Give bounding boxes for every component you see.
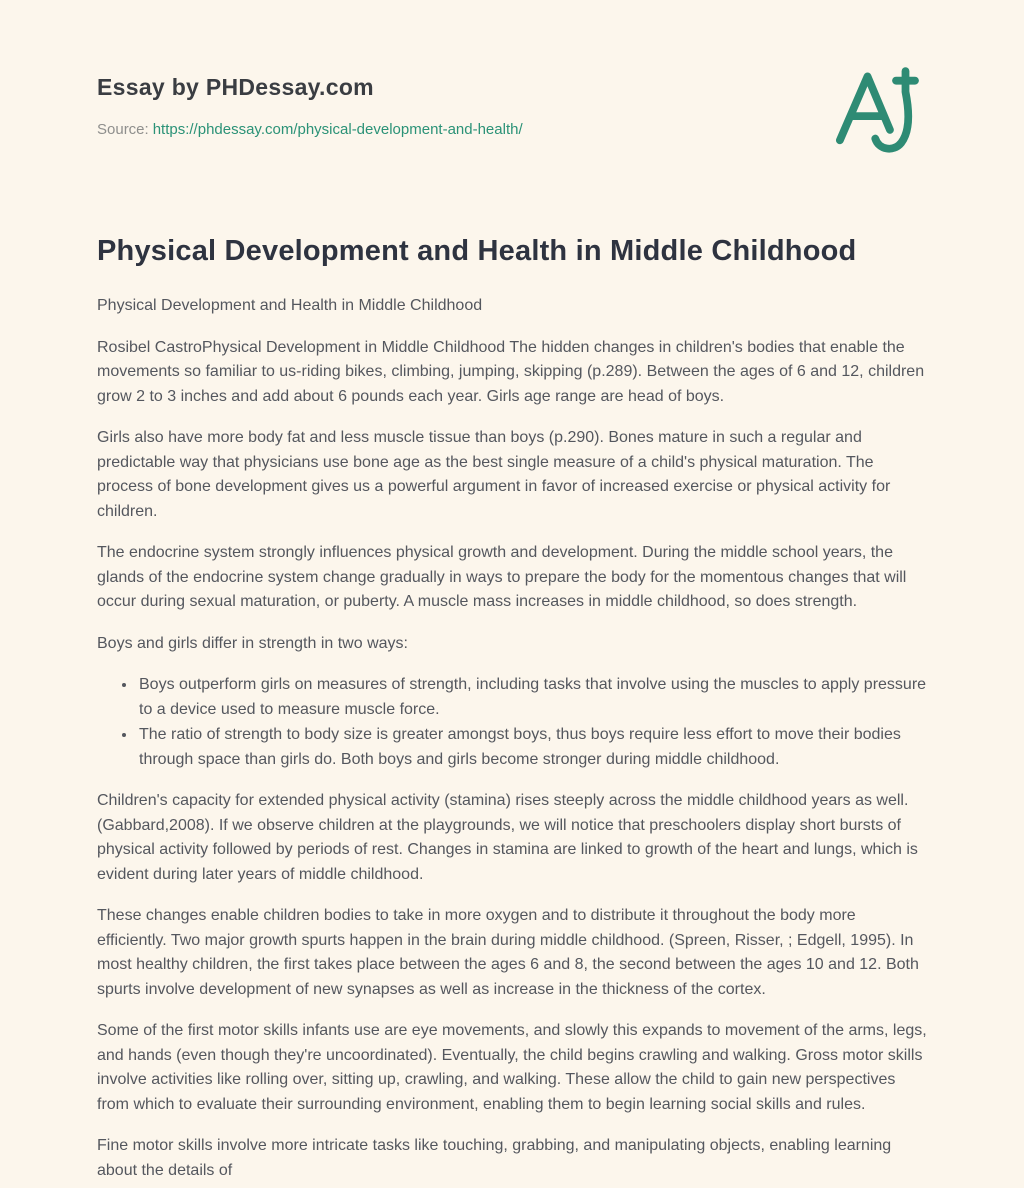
essay-paragraph-strength-lead: Boys and girls differ in strength in two ways: [97, 634, 408, 652]
essay-paragraph-endocrine: The endocrine system strongly influences physical growth and development. During the middle school years, the glands of the endocrine system change gradually in ways to prepare the body for the momentous changes that will occur during sexual maturation, or puberty. A muscle mass increases in middle childhood, so does strength. [97, 544, 907, 610]
essay-title: Physical Development and Health in Middle Childhood [97, 235, 857, 267]
page-header [97, 74, 927, 161]
header-left [97, 74, 523, 138]
list-item: • The ratio of strength to body size is greater amongst boys, thus boys require less effort to move their bodies through space than girls do. Both boys and girls become stronger during middle childhood. [137, 723, 927, 772]
essay-paragraph-gross-motor: Some of the first motor skills infants use are eye movements, and slowly this expands to movement of the arms, legs, and hands (even though they're uncoordinated). Eventually, the child begins crawling and walking. Gross motor skills involve activities like rolling over, sitting up, crawling, and walking. These allow the child to gain new perspectives from which to evaluate their surrounding environment, enabling them to begin learning social skills and rules. [97, 1022, 927, 1113]
phdessay-a-plus-logo-icon [827, 66, 927, 161]
essay-paragraph-growth-spurts: These changes enable children bodies to take in more oxygen and to distribute it throughout the body more efficiently. Two major growth spurts happen in the brain during middle childhood. (Spreen, Risser, ; Edgell, 1995). In most healthy children, the first takes place between the ages 6 and 8, the second between the ages 10 and 12. Both spurts involve development of new synapses as well as increase in the thickness of the cortex. [97, 907, 919, 998]
source-url-link[interactable]: https://phdessay.com/physical-development-and-health/ [152, 121, 523, 138]
essay-paragraph-intro: Rosibel CastroPhysical Development in Middle Childhood The hidden changes in children's bodies that enable the movements so familiar to us-riding bikes, climbing, jumping, skipping (p.289). Between the ages of 6 and 12, children grow 2 to 3 inches and add about 6 pounds each year. Girls age range are head of boys. [97, 338, 925, 405]
essay-paragraph-stamina: Children's capacity for extended physical activity (stamina) rises steeply across the middle childhood years as well. (Gabbard,2008). If we observe children at the playgrounds, we will notice that preschoolers display short bursts of physical activity followed by periods of rest. Changes in stamina are linked to growth of the heart and lungs, which is evident during later years of middle childhood. [97, 792, 918, 883]
source-line [97, 121, 523, 138]
essay-subtitle-paragraph: Physical Development and Health in Middle Childhood [97, 297, 483, 314]
list-item: • Boys outperform girls on measures of strength, including tasks that involve using the muscles to apply pressure to a device used to measure muscle force. [137, 673, 927, 722]
essay-paragraph-fine-motor: Fine motor skills involve more intricate tasks like touching, grabbing, and manipulating objects, enabling learning about the details of [97, 1137, 892, 1179]
source-label: Source: [97, 121, 149, 138]
strength-differences-list [97, 673, 927, 772]
essay-content [97, 235, 927, 1183]
site-title: Essay by PHDessay.com [97, 74, 374, 100]
essay-paragraph-body-fat: Girls also have more body fat and less muscle tissue than boys (p.290). Bones mature in such a regular and predictable way that physicians use bone age as the best single measure of a child's physical maturation. The process of bone development gives us a powerful argument in favor of increased exercise or physical activity for children. [97, 429, 891, 520]
